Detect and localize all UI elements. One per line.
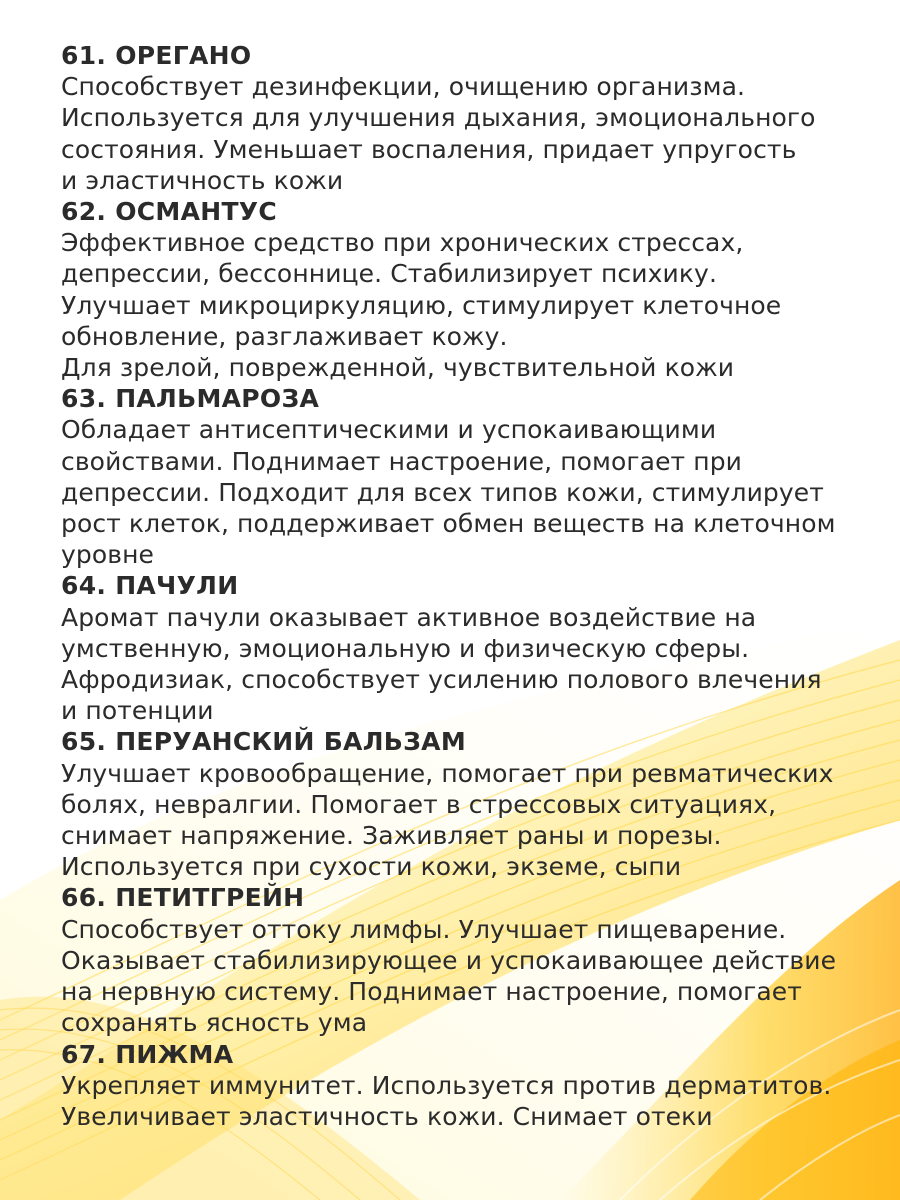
oil-entry <box>61 1039 881 1133</box>
oil-entry-description-line: депрессии. Подходит для всех типов кожи, стимулирует <box>61 477 824 507</box>
oil-entry-title: 61. ОРЕГАНО <box>61 41 252 70</box>
oil-entry-description-line: состояния. Уменьшает воспаления, придает упругость <box>61 134 797 164</box>
oil-entry-title: 65. ПЕРУАНСКИЙ БАЛЬЗАМ <box>61 727 467 757</box>
oil-entry-description-line: на нервную систему. Поднимает настроение, помогает <box>61 977 802 1007</box>
oil-entry-description-line: Способствует оттоку лимфы. Улучшает пищеварение. <box>61 914 787 944</box>
oil-entry-description-line: Оказывает стабилизирующее и успокаивающее действие <box>61 945 837 975</box>
oil-entry-description-line: Укрепляет иммунитет. Используется против дерматитов. <box>61 1070 832 1100</box>
oil-entry <box>61 383 881 570</box>
oil-entry-list <box>61 40 881 1132</box>
oil-entry-description-line: Для зрелой, поврежденной, чувствительной кожи <box>61 353 735 383</box>
oil-entry-description-line: умственную, эмоциональную и физическую сферы. <box>61 633 750 663</box>
oil-entry-title: 64. ПАЧУЛИ <box>61 571 239 601</box>
oil-entry <box>61 726 881 882</box>
oil-entry-description-line: обновление, разглаживает кожу. <box>61 321 508 351</box>
oil-entry-title: 67. ПИЖМА <box>61 1039 234 1069</box>
oil-entry-description-line: Увеличивает эластичность кожи. Снимает отеки <box>61 1101 713 1131</box>
oil-entry-description-line: Способствует дезинфекции, очищению организма. <box>61 72 746 102</box>
oil-entry-description-line: сохранять ясность ума <box>61 1008 368 1038</box>
oil-entry <box>61 570 881 726</box>
oil-entry-title: 63. ПАЛЬМАРОЗА <box>61 384 320 414</box>
oil-entry-description-line: Улучшает кровообращение, помогает при ревматических <box>61 758 834 788</box>
oil-entry-description-line: Обладает антисептическими и успокаивающими <box>61 415 717 445</box>
oil-entry <box>61 882 881 1038</box>
oil-entry-description-line: рост клеток, поддерживает обмен веществ на клеточном <box>61 509 836 539</box>
oil-entry-description-line: Используется при сухости кожи, экземе, сыпи <box>61 852 682 882</box>
oil-entry-description-line: болях, невралгии. Помогает в стрессовых ситуациях, <box>61 789 777 819</box>
oil-entry-description-line: и потенции <box>61 696 214 726</box>
oil-entry-title: 66. ПЕТИТГРЕЙН <box>61 883 305 913</box>
oil-entry-description-line: Улучшает микроциркуляцию, стимулирует клеточное <box>61 290 782 320</box>
oil-entry <box>61 196 881 383</box>
oil-entry-description-line: и эластичность кожи <box>61 165 344 195</box>
oil-entry-description-line: Используется для улучшения дыхания, эмоционального <box>61 103 816 133</box>
oil-entry-description-line: снимает напряжение. Заживляет раны и порезы. <box>61 821 722 851</box>
document-body <box>61 40 881 1132</box>
oil-entry <box>61 40 881 196</box>
oil-entry-description-line: уровне <box>61 540 155 570</box>
oil-entry-title: 62. ОСМАНТУС <box>61 197 278 227</box>
oil-entry-description-line: свойствами. Поднимает настроение, помогает при <box>61 446 743 476</box>
oil-entry-description-line: Эффективное средство при хронических стрессах, <box>61 228 744 258</box>
oil-entry-description-line: Афродизиак, способствует усилению полового влечения <box>61 665 822 695</box>
oil-entry-description-line: Аромат пачули оказывает активное воздействие на <box>61 602 757 632</box>
oil-entry-description-line: депрессии, бессоннице. Стабилизирует психику. <box>61 259 718 289</box>
